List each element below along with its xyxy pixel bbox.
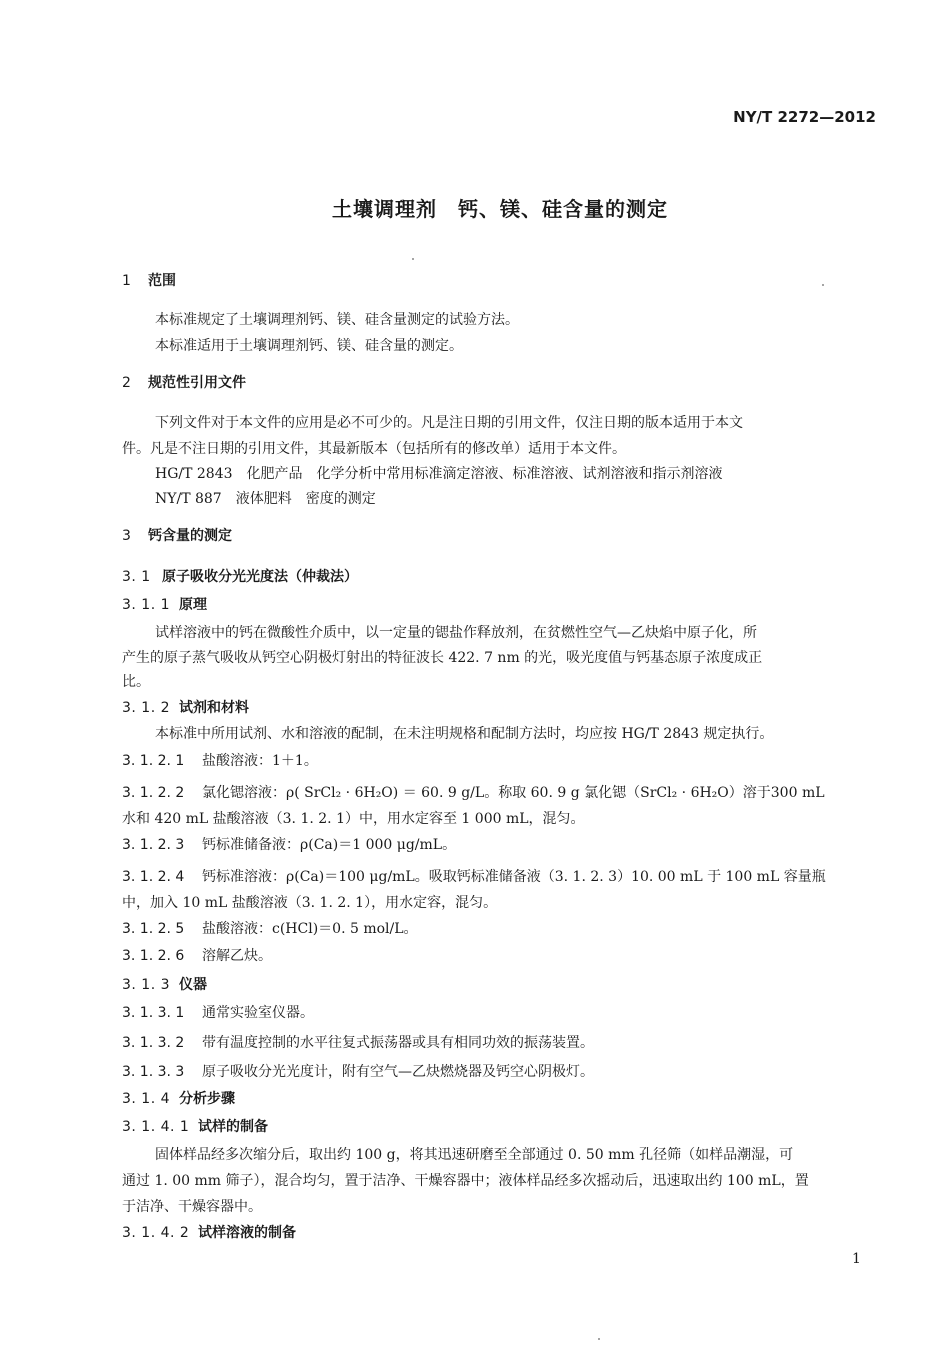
section-title: 试剂和材料 (179, 700, 249, 716)
scan-speck (598, 1338, 600, 1340)
subsection-heading (122, 1088, 235, 1108)
item-number: 3. 1. 3. 3 (122, 1064, 185, 1080)
section-number: 3. 1. 1 (122, 597, 171, 613)
subsection-heading (122, 566, 358, 586)
section-title: 仪器 (179, 977, 207, 993)
section-heading (122, 372, 246, 392)
section-number: 3. 1. 2 (122, 700, 171, 716)
section-number: 3. 1. 4 (122, 1091, 171, 1107)
section-title: 分析步骤 (179, 1091, 235, 1107)
item-text: 盐酸溶液：c(HCl)＝0. 5 mol/L。 (202, 921, 418, 937)
item-number: 3. 1. 2. 4 (122, 869, 185, 885)
section-heading (122, 525, 232, 545)
section-title: 原子吸收分光光度法（仲裁法） (162, 569, 358, 585)
subsection-heading (122, 697, 249, 717)
item-text: 通常实验室仪器。 (202, 1005, 314, 1021)
item-number: 3. 1. 2. 1 (122, 753, 185, 769)
item-number: 3. 1. 2. 5 (122, 921, 185, 937)
section-number: 3. 1. 3 (122, 977, 171, 993)
item-continuation: 中，加入 10 mL 盐酸溶液（3. 1. 2. 1），用水定容，混匀。 (122, 895, 498, 911)
section-title: 试样溶液的制备 (198, 1225, 296, 1241)
document-title: 土壤调理剂 钙、镁、硅含量的测定 (332, 197, 668, 221)
section-number: 3 (122, 528, 132, 544)
section-number: 2 (122, 375, 132, 391)
paragraph-line: 件。凡是不注日期的引用文件，其最新版本（包括所有的修改单）适用于本文件。 (122, 441, 626, 457)
section-number: 3. 1. 4. 1 (122, 1119, 190, 1135)
paragraph: 本标准中所用试剂、水和溶液的配制，在未注明规格和配制方法时，均应按 HG/T 2843 规定执行。 (155, 726, 774, 742)
item-text: 带有温度控制的水平往复式振荡器或具有相同功效的振荡装置。 (202, 1035, 594, 1051)
subsection-heading (122, 974, 207, 994)
list-item (122, 1032, 594, 1052)
item-text: 盐酸溶液：1＋1。 (202, 753, 318, 769)
list-item (122, 834, 456, 854)
scan-speck (412, 258, 414, 260)
normative-reference: NY/T 887 液体肥料 密度的测定 (155, 491, 376, 507)
paragraph-line: 通过 1. 00 mm 筛子），混合均匀，置于洁净、干燥容器中；液体样品经多次摇动后，迅速取出约 100 mL，置 (122, 1173, 809, 1189)
list-item (122, 866, 826, 886)
section-heading (122, 270, 176, 290)
paragraph-line: 于洁净、干燥容器中。 (122, 1199, 262, 1215)
item-number: 3. 1. 2. 2 (122, 785, 185, 801)
section-title: 钙含量的测定 (148, 528, 232, 544)
page-number: 1 (852, 1251, 861, 1267)
list-item (122, 782, 825, 802)
paragraph-line: 比。 (122, 674, 150, 690)
paragraph-line: 下列文件对于本文件的应用是必不可少的。凡是注日期的引用文件，仅注日期的版本适用于本文 (155, 415, 743, 431)
section-title: 规范性引用文件 (148, 375, 246, 391)
subsection-heading (122, 1222, 296, 1242)
paragraph-line: 固体样品经多次缩分后，取出约 100 g，将其迅速研磨至全部通过 0. 50 mm 孔径筛（如样品潮湿，可 (155, 1147, 794, 1163)
section-number: 3. 1. 4. 2 (122, 1225, 190, 1241)
item-number: 3. 1. 3. 2 (122, 1035, 185, 1051)
item-text: 氯化锶溶液：ρ( SrCl₂ · 6H₂O) ＝ 60. 9 g/L。称取 60. 9 g 氯化锶（SrCl₂ · 6H₂O）溶于300 mL (202, 785, 825, 801)
standard-code: NY/T 2272—2012 (733, 108, 876, 126)
list-item (122, 918, 418, 938)
item-number: 3. 1. 2. 6 (122, 948, 185, 964)
section-title: 原理 (179, 597, 207, 613)
list-item (122, 1002, 314, 1022)
scan-speck (822, 284, 824, 286)
paragraph: 本标准规定了土壤调理剂钙、镁、硅含量测定的试验方法。 (155, 312, 519, 328)
item-text: 钙标准储备液：ρ(Ca)＝1 000 μg/mL。 (202, 837, 457, 853)
list-item (122, 750, 318, 770)
section-title: 范围 (148, 273, 176, 289)
paragraph-line: 产生的原子蒸气吸收从钙空心阴极灯射出的特征波长 422. 7 nm 的光，吸光度值与钙基态原子浓度成正 (122, 650, 763, 666)
item-number: 3. 1. 3. 1 (122, 1005, 185, 1021)
normative-reference: HG/T 2843 化肥产品 化学分析中常用标准滴定溶液、标准溶液、试剂溶液和指示剂溶液 (155, 466, 723, 482)
item-number: 3. 1. 2. 3 (122, 837, 185, 853)
section-title: 试样的制备 (198, 1119, 268, 1135)
item-text: 原子吸收分光光度计，附有空气—乙炔燃烧器及钙空心阴极灯。 (202, 1064, 594, 1080)
section-number: 3. 1 (122, 569, 151, 585)
subsection-heading (122, 594, 207, 614)
item-text: 溶解乙炔。 (202, 948, 272, 964)
section-number: 1 (122, 273, 132, 289)
subsection-heading (122, 1116, 268, 1136)
paragraph: 本标准适用于土壤调理剂钙、镁、硅含量的测定。 (155, 338, 463, 354)
item-text: 钙标准溶液：ρ(Ca)＝100 μg/mL。吸取钙标准储备液（3. 1. 2. 3）10. 00 mL 于 100 mL 容量瓶 (202, 869, 826, 885)
list-item (122, 1061, 594, 1081)
list-item (122, 945, 272, 965)
item-continuation: 水和 420 mL 盐酸溶液（3. 1. 2. 1）中，用水定容至 1 000 mL，混匀。 (122, 811, 585, 827)
paragraph-line: 试样溶液中的钙在微酸性介质中，以一定量的锶盐作释放剂，在贫燃性空气—乙炔焰中原子化，所 (155, 625, 757, 641)
